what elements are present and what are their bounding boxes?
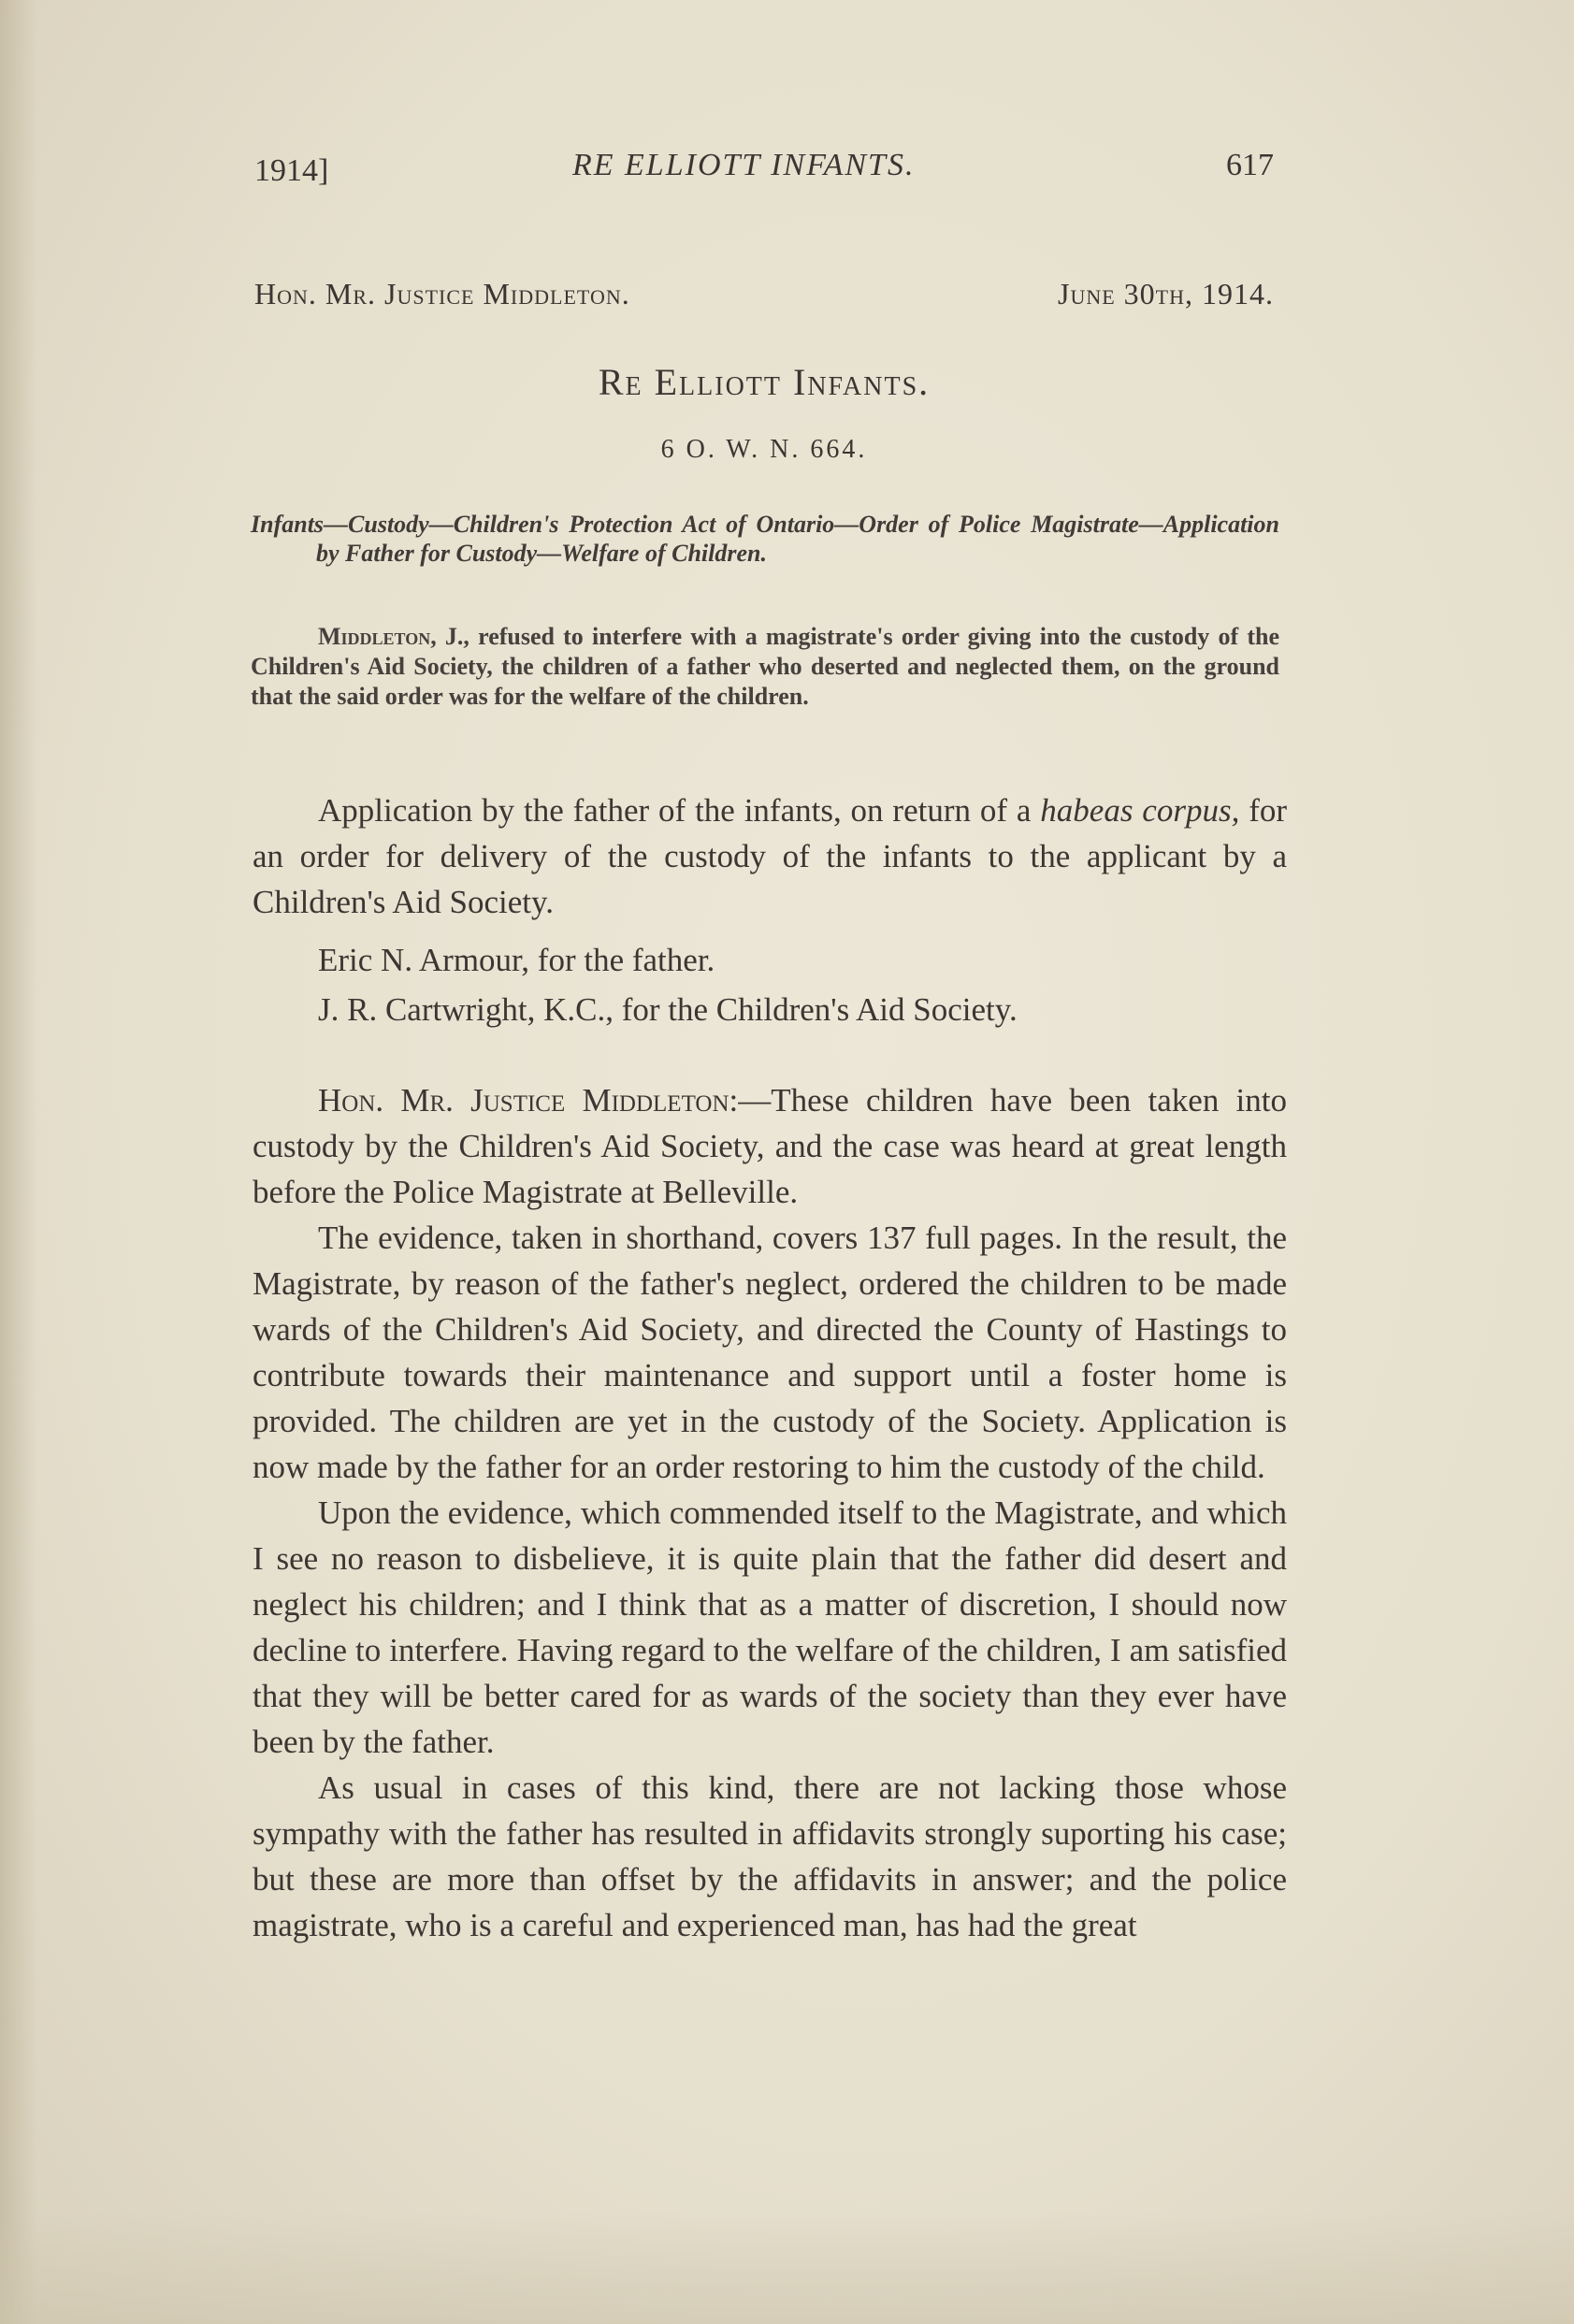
application-text-before: Application by the father of the infants, on return of a [318,792,1041,829]
application-text-after: for an order for delivery of the custody of the infants to the applicant by a Children's Aid Society. [253,792,1288,920]
page-bottom-shade [0,2212,1574,2324]
catchwords-text: Infants—Custody—Children's Protection Act of Ontario—Order of Police Magistrate—Application by Father for Custody—Welfare of Children. [251,511,1279,567]
case-title: Re Elliott Infants. [598,361,931,403]
running-head-year: 1914] [254,153,329,188]
judgment-judge: Hon. Mr. Justice Middleton: [318,1082,739,1119]
judgment-paragraph: As usual in cases of this kind, there are not lacking those whose sympathy with the father has resulted in affidavits strongly suporting his case; but these are more than offset by the affidavits in answer; and the police magistrate, who is a careful and experienced man, has had the great [253,1769,1287,1943]
decision-date: June 30th, 1914. [1058,277,1274,310]
judgment-paragraph: The evidence, taken in shorthand, covers 137 full pages. In the result, the Magistrate, by reason of the father's neglect, ordered the children to be made wards of the Children's Aid Society, and directed the County of Hastings to contribute towards their maintenance and support until a foster home is provided. The children are yet in the custody of the Society. Application is now made by the father for an order restoring to him the custody of the child. [253,1220,1287,1485]
spine-shadow [0,0,37,2324]
page-number: 617 [1226,148,1274,182]
application-paragraph [253,787,1287,925]
running-head [254,148,1274,195]
counsel-line-society [253,987,1287,1032]
counsel-text: J. R. Cartwright, K.C., for the Children's Aid Society. [318,991,1018,1028]
application-italic: habeas corpus, [1040,792,1240,829]
headnote-judge: Middleton, [318,623,437,650]
counsel-text: Eric N. Armour, for the father. [318,942,715,978]
judgment-body [253,1077,1287,1948]
judge-name: Hon. Mr. Justice Middleton. [254,277,630,310]
judgment-paragraph [253,1077,1287,1215]
judgment-paragraph: Upon the evidence, which commended itself to the Magistrate, and which I see no reason to disbelieve, it is quite plain that the father did desert and neglect his children; and I think that as a matter of discretion, I should now decline to interfere. Having regard to the welfare of the children, I am satisfied that they will be better cared for as wards of the society than they ever have been by the father. [253,1494,1287,1760]
headnote [251,622,1279,712]
catchwords [251,510,1279,568]
judgment-paragraph-text: —These children have been taken into custody by the Children's Aid Society, and the case was heard at great length before the Police Magistrate at Belleville. [253,1082,1287,1210]
headnote-text: J., refused to interfere with a magistrate's order giving into the custody of the Children's Aid Society, the children of a father who deserted and neglected them, on the ground that the said order was for the welfare of the children. [251,623,1279,710]
counsel-line-father [253,937,1287,983]
running-head-title: RE ELLIOTT INFANTS. [572,148,916,182]
citation: 6 O. W. N. 664. [660,435,868,464]
headnote-paragraph [251,622,1279,712]
